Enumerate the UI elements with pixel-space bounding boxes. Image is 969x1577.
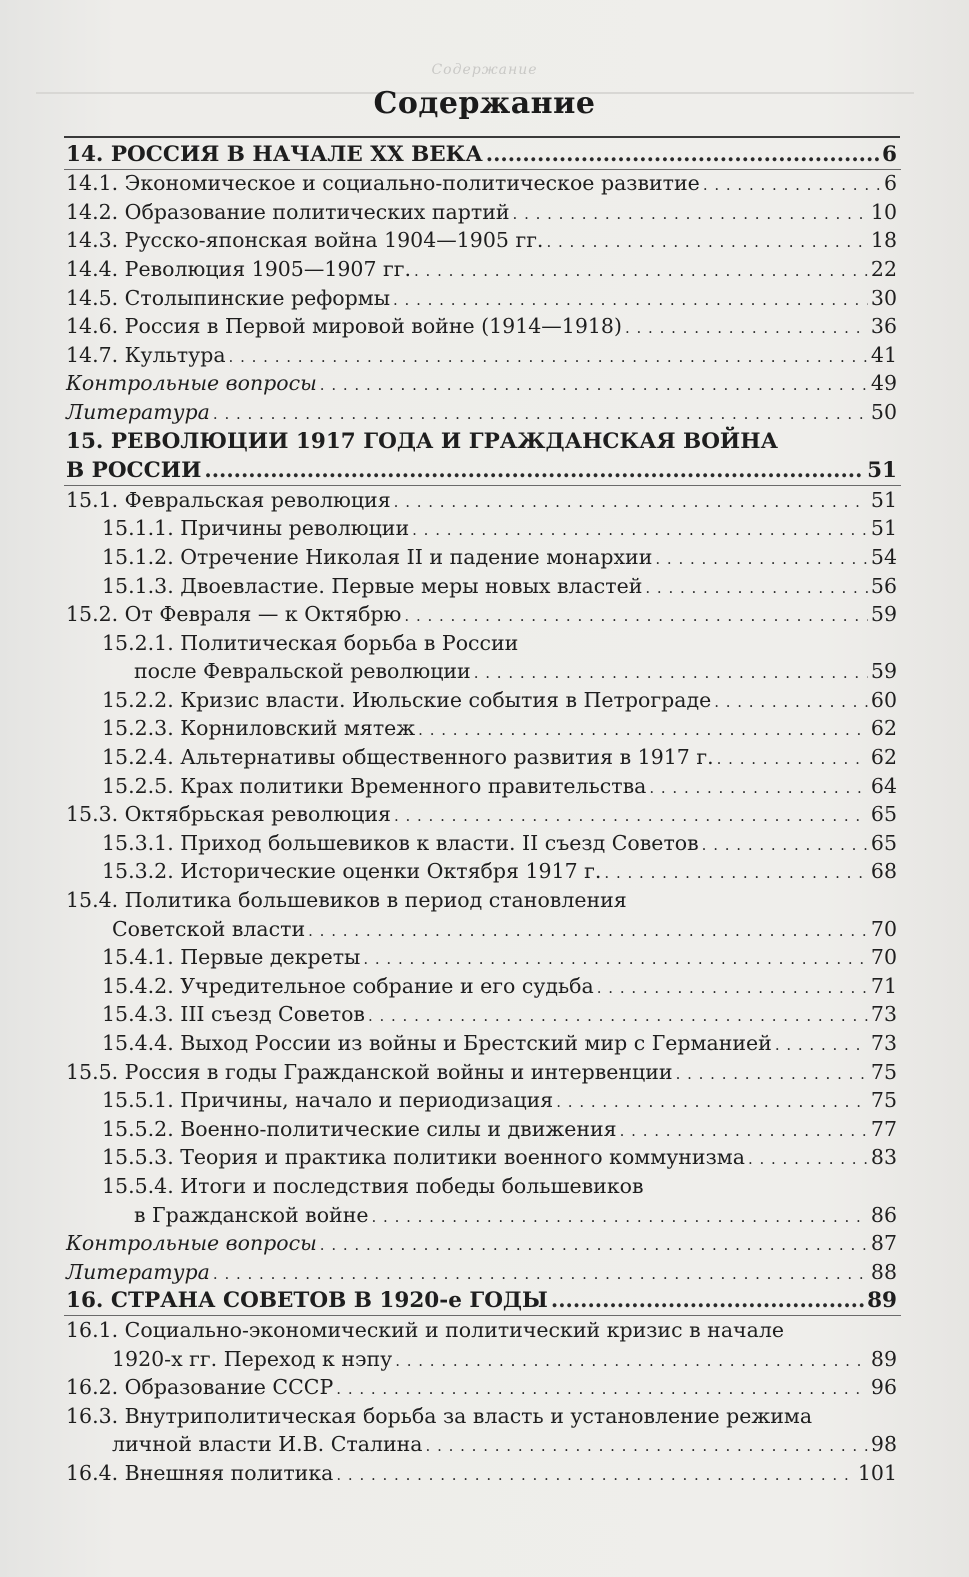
toc-entry-title: 15.5.2. Военно-политические силы и движения [102, 1116, 617, 1141]
toc-entry-page-number: 56 [870, 573, 897, 598]
toc-entry-title: 15.2.5. Крах политики Временного правительства [102, 773, 647, 798]
toc-entry-line [66, 457, 897, 483]
toc-entry-line [102, 516, 897, 540]
dot-leader [229, 348, 868, 366]
toc-entry-title: 15.2.4. Альтернативы общественного развития в 1917 г. [102, 745, 714, 770]
toc-entry-line [66, 1318, 897, 1342]
toc-entry-title: 16.2. Образование СССР [66, 1375, 334, 1400]
toc-entry [0, 255, 969, 284]
toc-entry-title: 14.6. Россия в Первой мировой войне (1914—1918) [66, 314, 622, 339]
toc-entry-line [102, 1031, 897, 1055]
toc-entry-page-number: 64 [870, 773, 897, 798]
toc-entry [0, 1115, 969, 1144]
toc-entry [0, 1201, 969, 1230]
toc-entry [0, 515, 969, 544]
toc-entry [0, 801, 969, 830]
toc-entry [0, 543, 969, 572]
toc-entry [0, 1459, 969, 1488]
toc-entry-title: 16.3. Внутриполитическая борьба за власть и установление режима [66, 1403, 813, 1428]
toc-entry-line [102, 688, 897, 712]
title-rule [64, 136, 900, 138]
toc-entry-title: Контрольные вопросы [66, 371, 317, 396]
toc-entry-title: 15.3.2. Исторические оценки Октября 1917 г. [102, 859, 602, 884]
toc-entry-page-number: 87 [870, 1231, 897, 1256]
toc-entry-line [66, 1404, 897, 1428]
dot-leader [513, 205, 868, 223]
toc-entry [0, 427, 969, 457]
toc-entry-title: 15.4.3. III съезд Советов [102, 1002, 365, 1027]
dot-leader [676, 1065, 868, 1083]
toc-entry-title: 15.4.1. Первые декреты [102, 945, 361, 970]
dot-leader [213, 1265, 868, 1283]
toc-entry-title: 14.1. Экономическое и социально-политическое развитие [66, 171, 700, 196]
toc-entry-page-number: 60 [870, 687, 897, 712]
toc-entry-page-number: 89 [870, 1346, 897, 1371]
toc-entry-title: 15.1.2. Отречение Николая II и падение монархии [102, 544, 653, 569]
toc-entry-line [102, 1117, 897, 1141]
table-of-contents [0, 140, 969, 1488]
toc-entry-page-number: 98 [870, 1432, 897, 1457]
toc-entry-page-number: 73 [870, 1031, 897, 1055]
toc-entry-page-number: 59 [870, 659, 897, 684]
toc-entry-line [102, 774, 897, 798]
toc-entry [0, 1258, 969, 1287]
dot-leader [320, 376, 868, 394]
dot-leader [213, 405, 868, 423]
toc-entry-title: 15.1.1. Причины революции [102, 516, 410, 541]
toc-entry-line [102, 631, 897, 655]
toc-entry-line [102, 1145, 897, 1169]
toc-entry-page-number: 65 [870, 830, 897, 855]
dot-leader [620, 1122, 868, 1140]
toc-entry-page-number: 51 [870, 487, 897, 512]
toc-entry-page-number: 30 [870, 285, 897, 310]
toc-entry [0, 1001, 969, 1030]
toc-entry-line [102, 716, 897, 740]
toc-entry-page-number: 10 [870, 199, 897, 224]
toc-entry [0, 398, 969, 427]
dot-leader [394, 807, 868, 825]
toc-entry [0, 1374, 969, 1403]
toc-entry-page-number: 62 [870, 716, 897, 741]
toc-entry-title: 14.4. Революция 1905—1907 гг. [66, 256, 412, 281]
toc-entry-page-number: 83 [870, 1145, 897, 1170]
toc-entry-line [66, 228, 897, 252]
toc-entry-page-number: 73 [870, 1002, 897, 1027]
dot-leader [204, 457, 864, 482]
toc-entry-line [102, 945, 897, 969]
toc-entry-title: 16.4. Внешняя политика [66, 1460, 334, 1485]
toc-entry [0, 658, 969, 687]
toc-entry-title: 15.4.4. Выход России из войны и Брестский мир с Германией [102, 1031, 772, 1055]
toc-entry-page-number: 96 [870, 1375, 897, 1400]
toc-entry [0, 1058, 969, 1087]
dot-leader [320, 1236, 868, 1254]
toc-entry-line [66, 141, 897, 167]
toc-entry-title: 15.3. Октябрьская революция [66, 802, 391, 827]
dot-leader [655, 550, 868, 568]
toc-entry-page-number: 41 [870, 342, 897, 367]
dot-leader [551, 1287, 864, 1312]
toc-entry-title: 14. РОССИЯ В НАЧАЛЕ XX ВЕКА [66, 141, 483, 167]
toc-entry [0, 1230, 969, 1259]
dot-leader [368, 1007, 868, 1025]
toc-entry-line [66, 802, 897, 826]
toc-entry-line [102, 745, 897, 769]
toc-entry-title: 15.2. От Февраля — к Октябрю [66, 602, 402, 627]
page-title: Содержание [373, 86, 596, 121]
toc-entry-page-number: 22 [870, 256, 897, 281]
toc-entry [0, 629, 969, 658]
toc-entry-page-number: 54 [870, 544, 897, 569]
toc-entry-title: 15.2.3. Корниловский мятеж [102, 716, 416, 741]
toc-entry-line [66, 888, 897, 912]
toc-entry-title: 16.1. Социально-экономический и политический кризис в начале [66, 1317, 784, 1342]
toc-entry-title: личной власти И.В. Сталина [112, 1432, 423, 1457]
dot-leader [556, 1093, 868, 1111]
toc-entry-title: 14.7. Культура [66, 342, 226, 367]
toc-entry-page-number: 49 [870, 371, 897, 396]
toc-entry [0, 1287, 969, 1317]
toc-entry-page-number: 86 [870, 1202, 897, 1227]
toc-entry-title: 1920-х гг. Переход к нэпу [112, 1346, 393, 1371]
toc-entry-page-number: 89 [867, 1288, 897, 1314]
dot-leader [336, 1466, 854, 1484]
toc-entry-title: 15.4.2. Учредительное собрание и его судьба [102, 973, 594, 998]
toc-entry-page-number: 68 [870, 859, 897, 884]
toc-entry [0, 1402, 969, 1431]
dot-leader [717, 750, 868, 768]
toc-entry-page-number: 88 [870, 1259, 897, 1284]
dot-leader [474, 664, 868, 682]
dot-leader [486, 141, 879, 166]
dot-leader [426, 1437, 868, 1455]
toc-entry-title: 15.5. Россия в годы Гражданской войны и интервенции [66, 1059, 673, 1084]
dot-leader [604, 864, 867, 882]
toc-entry [0, 1144, 969, 1173]
toc-entry [0, 313, 969, 342]
toc-entry-line [66, 602, 897, 626]
toc-entry-title: 15.5.4. Итоги и последствия победы большевиков [102, 1173, 644, 1198]
toc-entry-title: В РОССИИ [66, 458, 202, 484]
toc-entry [0, 915, 969, 944]
toc-entry-page-number: 65 [870, 802, 897, 827]
toc-entry [0, 486, 969, 515]
dot-leader [393, 291, 868, 309]
toc-entry [0, 1029, 969, 1058]
toc-entry [0, 972, 969, 1001]
toc-entry-title: Советской власти [112, 916, 306, 941]
toc-entry-line [66, 314, 897, 338]
dot-leader [308, 922, 868, 940]
toc-entry [0, 284, 969, 313]
toc-entry-title: 16. СТРАНА СОВЕТОВ В 1920-е ГОДЫ [66, 1288, 548, 1314]
toc-entry [0, 772, 969, 801]
dot-leader [702, 836, 868, 854]
toc-entry-line [112, 917, 897, 941]
toc-entry-title: 15.4. Политика большевиков в период становления [66, 888, 627, 913]
toc-entry [0, 715, 969, 744]
toc-entry-title: 14.5. Столыпинские реформы [66, 285, 391, 310]
toc-entry-title: в Гражданской войне [134, 1202, 369, 1227]
dot-leader [597, 979, 868, 997]
toc-entry [0, 829, 969, 858]
toc-entry-line [66, 343, 897, 367]
toc-entry-page-number: 36 [870, 314, 897, 339]
toc-entry-line [66, 488, 897, 512]
toc-entry-line [66, 1260, 897, 1284]
toc-entry-title: Литература [66, 399, 210, 424]
dot-leader [363, 950, 868, 968]
toc-entry [0, 743, 969, 772]
toc-entry-line [66, 400, 897, 424]
toc-entry [0, 886, 969, 915]
toc-entry-title: 14.3. Русско-японская война 1904—1905 гг. [66, 228, 544, 253]
toc-entry [0, 572, 969, 601]
toc-entry-line [134, 659, 897, 683]
toc-entry [0, 1172, 969, 1201]
toc-entry-page-number: 18 [870, 228, 897, 253]
toc-entry-line [66, 1375, 897, 1399]
toc-entry-page-number: 59 [870, 602, 897, 627]
toc-entry-line [102, 974, 897, 998]
toc-entry-line [112, 1347, 897, 1371]
dot-leader [546, 233, 867, 251]
dot-leader [404, 607, 868, 625]
toc-entry-line [112, 1432, 897, 1456]
toc-entry [0, 1316, 969, 1345]
toc-entry-title: 15.1.3. Двоевластие. Первые меры новых властей [102, 573, 643, 598]
toc-entry [0, 944, 969, 973]
toc-entry-page-number: 101 [857, 1460, 897, 1485]
dot-leader [775, 1036, 868, 1054]
toc-entry-line [66, 200, 897, 224]
toc-entry-line [102, 545, 897, 569]
dot-leader [372, 1208, 868, 1226]
toc-entry [0, 1431, 969, 1460]
toc-entry [0, 686, 969, 715]
dot-leader [649, 779, 868, 797]
toc-entry-line [102, 1002, 897, 1026]
toc-entry-line [102, 859, 897, 883]
toc-entry-line [66, 257, 897, 281]
toc-entry-line [66, 1060, 897, 1084]
running-head: Содержание [431, 62, 538, 78]
toc-entry [0, 341, 969, 370]
dot-leader [336, 1380, 868, 1398]
dot-leader [412, 521, 868, 539]
toc-entry-title: 14.2. Образование политических партий [66, 199, 510, 224]
dot-leader [645, 579, 868, 597]
dot-leader [414, 262, 868, 280]
toc-entry-page-number: 50 [870, 399, 897, 424]
toc-entry-page-number: 51 [867, 458, 897, 484]
toc-entry-title: 15.3.1. Приход большевиков к власти. II съезд Советов [102, 830, 699, 855]
toc-entry-title: 15.5.3. Теория и практика политики военного коммунизма [102, 1145, 745, 1170]
toc-entry-title: Контрольные вопросы [66, 1231, 317, 1256]
toc-entry-title: 15.1. Февральская революция [66, 487, 391, 512]
toc-entry-line [134, 1203, 897, 1227]
toc-entry-line [102, 1088, 897, 1112]
dot-leader [394, 493, 868, 511]
toc-entry-line [66, 1287, 897, 1313]
toc-entry-page-number: 70 [870, 916, 897, 941]
toc-entry [0, 1345, 969, 1374]
toc-entry-page-number: 51 [870, 516, 897, 541]
dot-leader [395, 1352, 868, 1370]
toc-entry-title: 15.2.1. Политическая борьба в России [102, 630, 519, 655]
toc-entry-line [66, 171, 897, 195]
toc-entry-line [66, 429, 897, 454]
toc-entry-page-number: 75 [870, 1088, 897, 1113]
toc-entry-page-number: 71 [870, 973, 897, 998]
dot-leader [703, 176, 881, 194]
toc-entry-title: после Февральской революции [134, 659, 471, 684]
toc-entry-line [66, 286, 897, 310]
toc-entry-title: 15.5.1. Причины, начало и периодизация [102, 1088, 554, 1113]
toc-entry [0, 140, 969, 170]
toc-entry-title: Литература [66, 1259, 210, 1284]
toc-entry-page-number: 75 [870, 1059, 897, 1084]
toc-entry-page-number: 77 [870, 1116, 897, 1141]
dot-leader [714, 693, 868, 711]
toc-entry-page-number: 6 [883, 171, 897, 196]
toc-entry-line [66, 371, 897, 395]
toc-entry [0, 170, 969, 199]
toc-entry-title: 15. РЕВОЛЮЦИИ 1917 ГОДА И ГРАЖДАНСКАЯ ВОЙНА [66, 428, 779, 454]
toc-entry-line [102, 831, 897, 855]
toc-entry-title: 15.2.2. Кризис власти. Июльские события в Петрограде [102, 687, 712, 712]
dot-leader [748, 1150, 868, 1168]
toc-entry-line [66, 1461, 897, 1485]
toc-entry [0, 601, 969, 630]
toc-entry-page-number: 6 [882, 141, 897, 167]
toc-entry-line [102, 574, 897, 598]
toc-entry [0, 370, 969, 399]
toc-entry-line [66, 1231, 897, 1255]
dot-leader [418, 721, 868, 739]
toc-entry [0, 858, 969, 887]
toc-entry [0, 457, 969, 487]
toc-entry-page-number: 62 [870, 745, 897, 770]
toc-entry [0, 227, 969, 256]
toc-entry [0, 198, 969, 227]
toc-entry-line [102, 1174, 897, 1198]
toc-entry-page-number: 70 [870, 945, 897, 970]
dot-leader [625, 319, 868, 337]
toc-entry [0, 1087, 969, 1116]
